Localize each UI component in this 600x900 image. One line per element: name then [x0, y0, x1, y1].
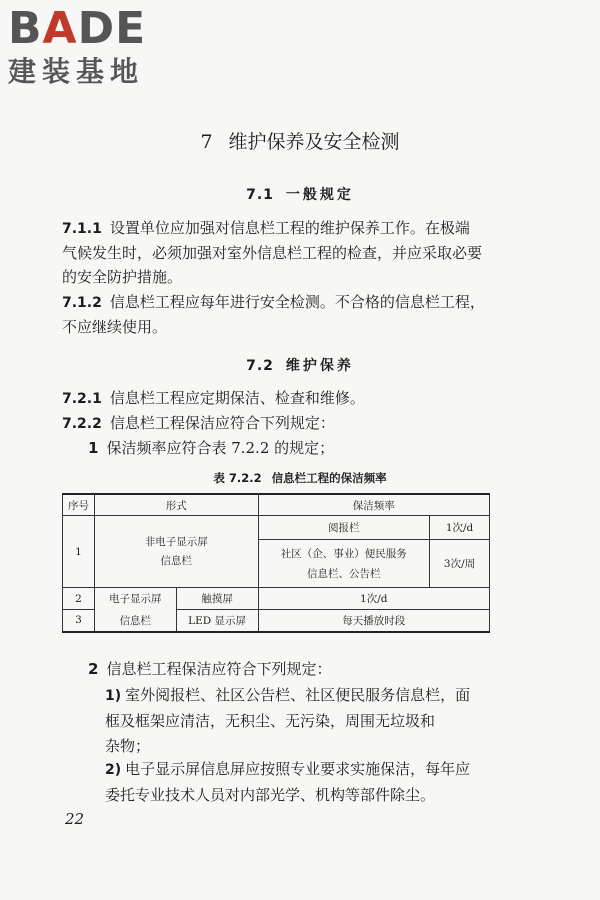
cell-subtype-line: 信息栏、公告栏: [307, 567, 381, 580]
clause-7-2-1: [62, 386, 502, 411]
chapter-number: 7: [200, 131, 213, 153]
list-item-2: [88, 657, 331, 681]
table-row: [63, 610, 490, 632]
clause-number: 7.2.1: [62, 391, 102, 407]
section-title: 维护保养: [285, 358, 354, 374]
cell-no: 3: [63, 610, 95, 632]
logo-subtitle: 建装基地: [8, 55, 145, 88]
clause-text-line: 信息栏工程应每年进行安全检测。不合格的信息栏工程，: [109, 293, 485, 311]
sub-item-text-line: 电子显示屏信息屏应按照专业要求实施保洁，每年应: [125, 760, 471, 778]
cell-type: [94, 516, 258, 588]
cell-subtype: 触摸屏: [176, 588, 258, 610]
clause-text-line: 不应继续使用。: [62, 318, 168, 336]
logo-letter: B: [8, 3, 43, 54]
cell-subtype: [258, 540, 430, 588]
chapter-title: [0, 127, 600, 154]
logo: [8, 4, 146, 90]
cell-type-line: 信息栏: [160, 554, 192, 567]
table-header-row: [63, 494, 490, 516]
cell-frequency: 1次/d: [258, 588, 489, 610]
cell-no: 1: [63, 516, 95, 588]
cell-subtype: LED 显示屏: [176, 610, 258, 632]
clause-text-line: 设置单位应加强对信息栏工程的维护保养工作。在极端: [109, 219, 470, 237]
header-form: 形式: [94, 494, 258, 516]
sub-item-number: 1): [105, 688, 122, 704]
sub-item-text-line: 框及框架应清洁，无积尘、无污染，周围无垃圾和: [105, 712, 436, 730]
item-text: 保洁频率应符合表 7.2.2 的规定；: [106, 439, 335, 457]
cell-type-line: 非电子显示屏: [144, 535, 208, 548]
page-number: 22: [65, 810, 85, 828]
cell-type: 信息栏: [94, 610, 176, 632]
section-number: 7.1: [246, 187, 274, 203]
sub-item-text-line: 室外阅报栏、社区公告栏、社区便民服务信息栏，面: [125, 686, 471, 704]
clause-text-line: 的安全防护措施。: [62, 268, 183, 286]
sub-item-1: [105, 683, 531, 759]
cell-no: 2: [63, 588, 95, 610]
clause-7-2-2: [62, 411, 502, 436]
chapter-name: 维护保养及安全检测: [228, 131, 400, 153]
cell-subtype-line: 社区（企、事业）便民服务: [280, 547, 407, 560]
logo-accent-letter: A: [42, 3, 78, 54]
item-number: 2: [88, 660, 99, 678]
clause-number: 7.1.1: [62, 221, 102, 237]
item-number: 1: [88, 439, 99, 457]
clause-7-1-2: [62, 290, 502, 339]
section-title: 一般规定: [285, 187, 354, 203]
sub-item-text-line: 杂物；: [105, 737, 151, 755]
item-text: 信息栏工程保洁应符合下列规定：: [106, 660, 332, 678]
cell-frequency: 每天播放时段: [258, 610, 489, 632]
clause-number: 7.1.2: [62, 295, 102, 311]
cell-frequency: 3次/周: [430, 540, 490, 588]
table-row: [63, 516, 490, 540]
clause-text: 信息栏工程保洁应符合下列规定：: [109, 414, 335, 432]
sub-item-2: [105, 757, 531, 808]
clause-7-1-1: [62, 216, 502, 289]
table-caption-number: 表 7.2.2: [213, 471, 262, 485]
logo-letters: DE: [77, 3, 147, 54]
clause-number: 7.2.2: [62, 416, 102, 432]
section-7-1-heading: [0, 184, 600, 204]
section-number: 7.2: [246, 358, 274, 374]
sub-item-number: 2): [105, 762, 122, 778]
cleaning-frequency-table: [62, 493, 490, 633]
list-item-1: [88, 436, 334, 460]
table-caption: [0, 470, 600, 486]
table-row: [63, 588, 490, 610]
sub-item-text-line: 委托专业技术人员对内部光学、机构等部件除尘。: [105, 786, 436, 804]
cell-type: 电子显示屏: [94, 588, 176, 610]
section-7-2-heading: [0, 355, 600, 375]
logo-wordmark: [8, 4, 146, 54]
header-no: 序号: [63, 494, 95, 516]
table-caption-title: 信息栏工程的保洁频率: [271, 471, 387, 485]
clause-text-line: 气候发生时，必须加强对室外信息栏工程的检查，并应采取必要: [62, 244, 483, 262]
header-frequency: 保洁频率: [258, 494, 489, 516]
cell-subtype: 阅报栏: [258, 516, 430, 540]
cell-frequency: 1次/d: [430, 516, 490, 540]
clause-text: 信息栏工程应定期保洁、检查和维修。: [109, 389, 365, 407]
